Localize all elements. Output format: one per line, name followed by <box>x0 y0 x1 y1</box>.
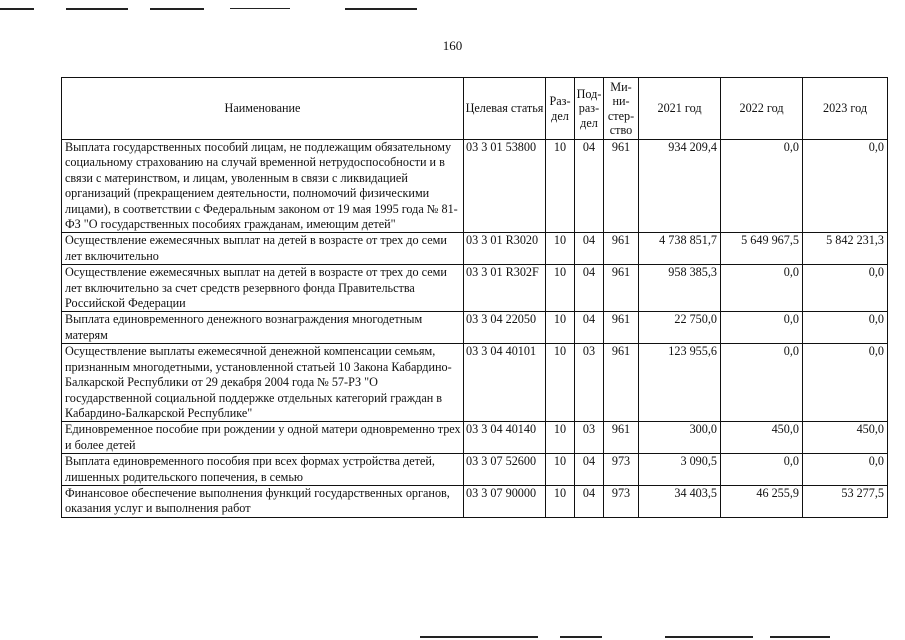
scan-line <box>0 8 34 10</box>
row-section: 10 <box>546 233 575 265</box>
row-2021: 3 090,5 <box>639 454 721 486</box>
table-row <box>62 265 888 312</box>
row-ministry: 961 <box>604 312 639 344</box>
row-code: 03 3 07 90000 <box>464 485 546 517</box>
row-subsection: 03 <box>575 344 604 422</box>
row-ministry: 961 <box>604 140 639 233</box>
row-ministry: 961 <box>604 344 639 422</box>
row-code: 03 3 07 52600 <box>464 454 546 486</box>
row-2023: 0,0 <box>803 140 888 233</box>
row-2021: 4 738 851,7 <box>639 233 721 265</box>
row-ministry: 973 <box>604 454 639 486</box>
row-2023: 0,0 <box>803 454 888 486</box>
row-name: Финансовое обеспечение выполнения функций государственных органов, оказания услуг и выполнения работ <box>62 485 464 517</box>
row-2023: 5 842 231,3 <box>803 233 888 265</box>
row-2022: 5 649 967,5 <box>721 233 803 265</box>
scan-line <box>560 636 602 638</box>
row-ministry: 961 <box>604 265 639 312</box>
row-ministry: 961 <box>604 233 639 265</box>
row-section: 10 <box>546 422 575 454</box>
page-number: 160 <box>442 38 463 53</box>
row-2023: 0,0 <box>803 312 888 344</box>
row-2023: 53 277,5 <box>803 485 888 517</box>
row-subsection: 04 <box>575 312 604 344</box>
row-subsection: 04 <box>575 233 604 265</box>
row-2021: 934 209,4 <box>639 140 721 233</box>
row-code: 03 3 04 40101 <box>464 344 546 422</box>
header-subsection: Под-раз-дел <box>575 78 604 140</box>
row-subsection: 04 <box>575 454 604 486</box>
row-section: 10 <box>546 485 575 517</box>
scan-line <box>770 636 830 638</box>
row-section: 10 <box>546 454 575 486</box>
row-2022: 0,0 <box>721 344 803 422</box>
row-name: Выплата единовременного пособия при всех формах устройства детей, лишенных родительского попечения, в семью <box>62 454 464 486</box>
table-row <box>62 233 888 265</box>
row-2021: 123 955,6 <box>639 344 721 422</box>
row-section: 10 <box>546 265 575 312</box>
table-row <box>62 140 888 233</box>
header-ministry: Ми-ни-стер-ство <box>604 78 639 140</box>
row-2021: 22 750,0 <box>639 312 721 344</box>
row-subsection: 03 <box>575 422 604 454</box>
row-subsection: 04 <box>575 485 604 517</box>
budget-table <box>61 77 888 518</box>
scan-line <box>420 636 538 638</box>
row-2021: 300,0 <box>639 422 721 454</box>
table-row <box>62 344 888 422</box>
table-row <box>62 454 888 486</box>
row-2023: 0,0 <box>803 265 888 312</box>
header-name: Наименование <box>62 78 464 140</box>
header-2021: 2021 год <box>639 78 721 140</box>
row-code: 03 3 01 53800 <box>464 140 546 233</box>
row-2022: 450,0 <box>721 422 803 454</box>
scan-line <box>150 8 204 10</box>
scan-line <box>66 8 128 10</box>
table-header-row <box>62 78 888 140</box>
row-code: 03 3 01 R3020 <box>464 233 546 265</box>
row-name: Выплата государственных пособий лицам, не подлежащим обязательному социальному страхованию на случай временной нетрудоспособности и в связи с материнством, и лицам, уволенным в связи с ликвидацией организаций (прекращением деятельности, полномочий физическими лицами), в соответствии с Федеральным законом от 19 мая 1995 года № 81-ФЗ "О государственных пособиях гражданам, имеющим детей" <box>62 140 464 233</box>
row-ministry: 973 <box>604 485 639 517</box>
row-2022: 0,0 <box>721 265 803 312</box>
row-name: Единовременное пособие при рождении у одной матери одновременно трех и более детей <box>62 422 464 454</box>
table-row <box>62 422 888 454</box>
row-2021: 34 403,5 <box>639 485 721 517</box>
table-row <box>62 312 888 344</box>
row-2022: 0,0 <box>721 454 803 486</box>
row-name: Выплата единовременного денежного вознаграждения многодетным матерям <box>62 312 464 344</box>
row-2022: 0,0 <box>721 140 803 233</box>
row-2023: 450,0 <box>803 422 888 454</box>
scan-line <box>345 8 417 10</box>
row-name: Осуществление ежемесячных выплат на детей в возрасте от трех до семи лет включительно за счет средств резервного фонда Правительства Российской Федерации <box>62 265 464 312</box>
row-ministry: 961 <box>604 422 639 454</box>
row-name: Осуществление ежемесячных выплат на детей в возрасте от трех до семи лет включительно <box>62 233 464 265</box>
scan-line <box>230 8 290 9</box>
header-section: Раз-дел <box>546 78 575 140</box>
row-section: 10 <box>546 344 575 422</box>
row-subsection: 04 <box>575 140 604 233</box>
header-target-article: Целевая статья <box>464 78 546 140</box>
row-2023: 0,0 <box>803 344 888 422</box>
row-section: 10 <box>546 140 575 233</box>
row-section: 10 <box>546 312 575 344</box>
header-2023: 2023 год <box>803 78 888 140</box>
header-2022: 2022 год <box>721 78 803 140</box>
row-code: 03 3 04 40140 <box>464 422 546 454</box>
row-code: 03 3 01 R302F <box>464 265 546 312</box>
row-name: Осуществление выплаты ежемесячной денежной компенсации семьям, признанным многодетными, установленной статьей 10 Закона Кабардино-Балкарской Республики от 29 декабря 2004 года № 57-РЗ "О государственной социальной поддержке отдельных категорий граждан в Кабардино-Балкарской Республике" <box>62 344 464 422</box>
row-code: 03 3 04 22050 <box>464 312 546 344</box>
row-subsection: 04 <box>575 265 604 312</box>
row-2022: 0,0 <box>721 312 803 344</box>
scan-line <box>665 636 753 638</box>
row-2021: 958 385,3 <box>639 265 721 312</box>
table-row <box>62 485 888 517</box>
row-2022: 46 255,9 <box>721 485 803 517</box>
